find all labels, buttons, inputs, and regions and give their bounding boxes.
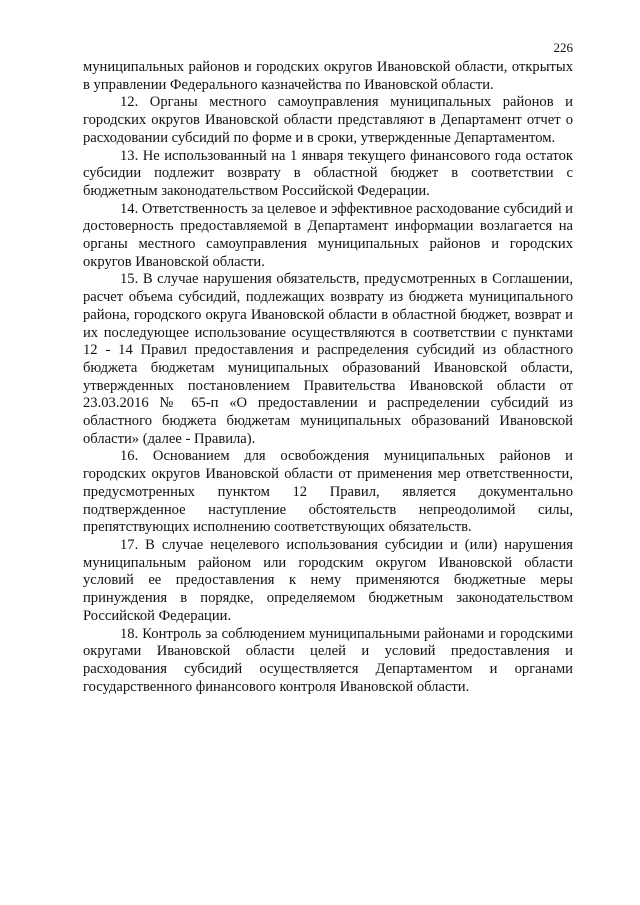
paragraph-14: 14. Ответственность за целевое и эффективное расходование субсидий и достоверность предоставляемой в Департамент информации возлагается на органы местного самоуправления муниципальных районов и городских округов Ивановской области. xyxy=(83,200,573,270)
paragraph-12: 12. Органы местного самоуправления муниципальных районов и городских округов Ивановской области представляют в Департамент отчет о расходовании субсидий по форме и в сроки, утвержденные Департаментом. xyxy=(83,94,573,146)
paragraph-16: 16. Основанием для освобождения муниципальных районов и городских округов Ивановской области от применения мер ответственности, предусмотренных пунктом 12 Правил, является документально подтвержденное наступление обстоятельств непреодолимой силы, препятствующих исполнению соответствующих обязательств. xyxy=(83,448,573,536)
paragraph-17: 17. В случае нецелевого использования субсидии и (или) нарушения муниципальным районом или городским округом Ивановской области условий ее предоставления к нему применяются бюджетные меры принуждения в порядке, определяемом бюджетным законодательством Российской Федерации. xyxy=(83,536,573,624)
paragraph-15: 15. В случае нарушения обязательств, предусмотренных в Соглашении, расчет объема субсидий, подлежащих возврату из бюджета муниципального района, городского округа Ивановской области в областной бюджет, возврат и их последующее использование осуществляются в соответствии с пунктами 12 - 14 Правил предоставления и распределения субсидий из областного бюджета бюджетам муниципальных образований Ивановской области, утвержденных постановлением Правительства Ивановской области от 23.03.2016 № 65-п «О предоставлении и распределении субсидий из областного бюджета бюджетам муниципальных образований Ивановской области» (далее - Правила). xyxy=(83,271,573,447)
document-body xyxy=(83,59,573,696)
page-number: 226 xyxy=(553,40,573,55)
paragraph-13: 13. Не использованный на 1 января текущего финансового года остаток субсидии подлежит возврату в областной бюджет в соответствии с бюджетным законодательством Российской Федерации. xyxy=(83,147,573,199)
paragraph-18: 18. Контроль за соблюдением муниципальными районами и городскими округами Ивановской области целей и условий предоставления и расходования субсидий осуществляется Департаментом и органами государственного финансового контроля Ивановской области. xyxy=(83,625,573,695)
paragraph-continuation: муниципальных районов и городских округов Ивановской области, открытых в управлении Федерального казначейства по Ивановской области. xyxy=(83,59,573,93)
